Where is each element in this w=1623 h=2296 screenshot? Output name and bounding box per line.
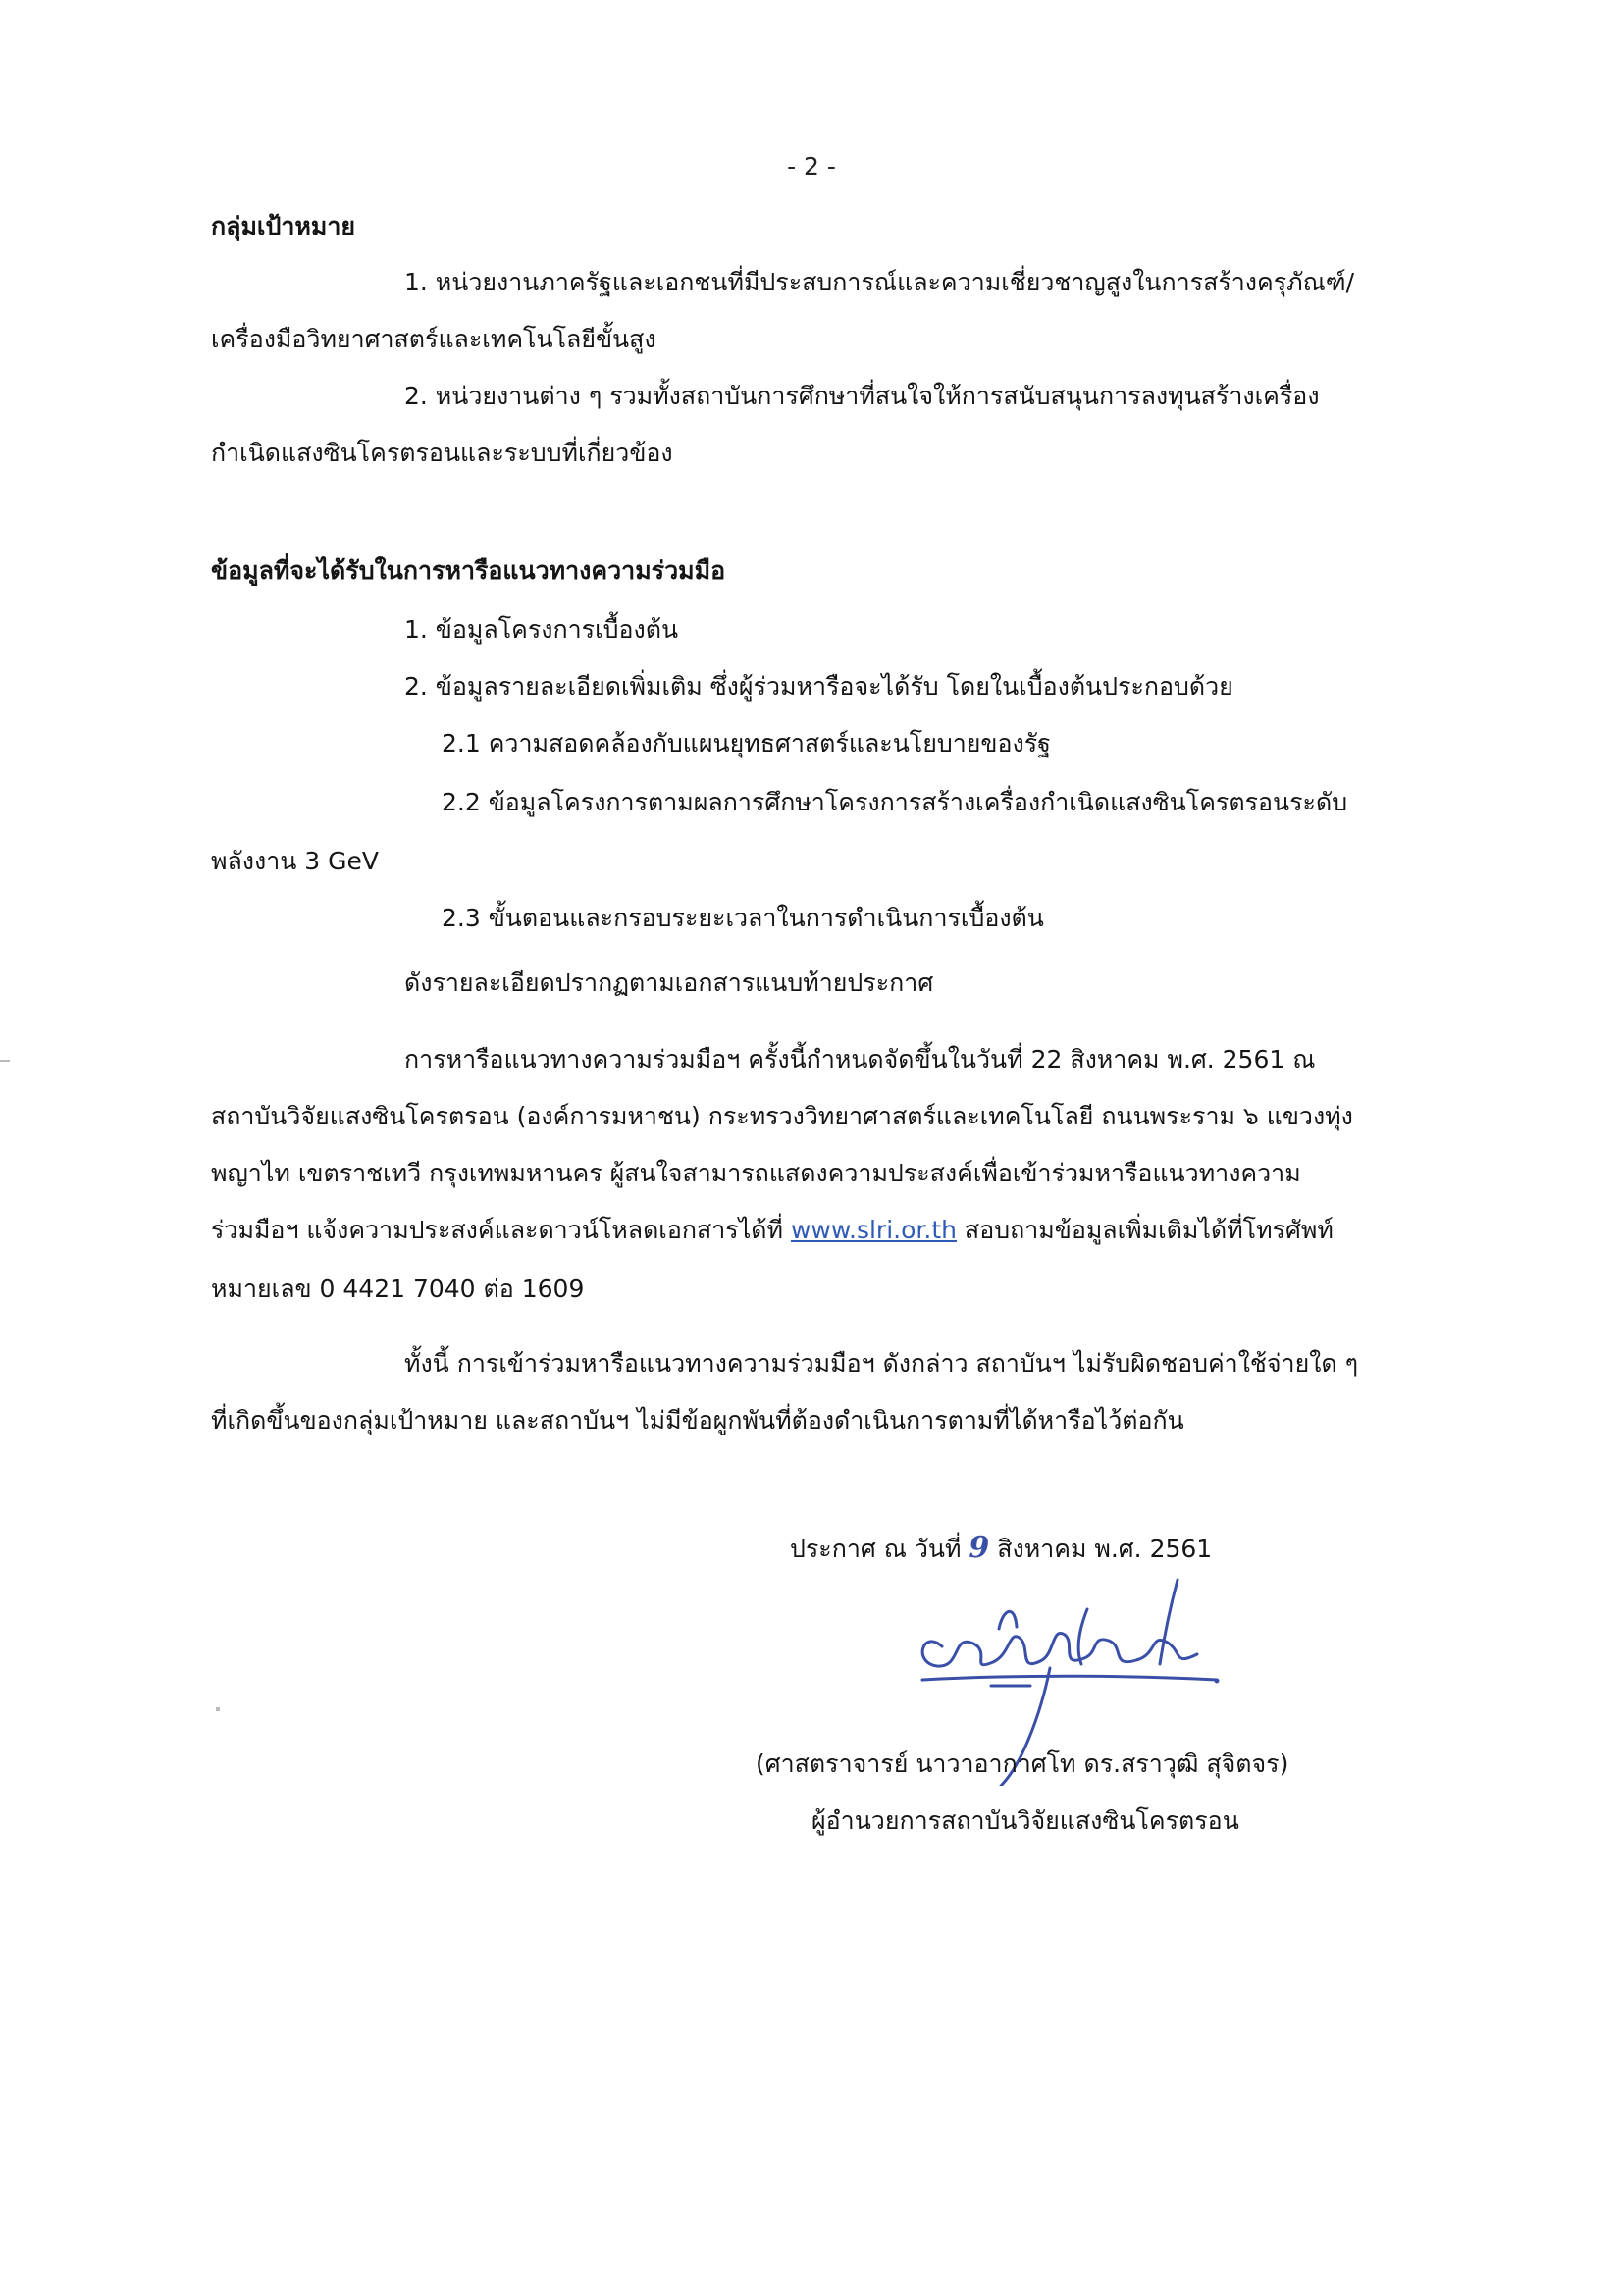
website-link[interactable]: www.slri.or.th [790, 1216, 957, 1244]
announcement-prefix: ประกาศ ณ วันที่ [790, 1535, 969, 1563]
page-number: - 2 - [787, 152, 836, 181]
info-sub-item-3: 2.3 ขั้นตอนและกรอบระยะเวลาในการดำเนินการเบื้องต้น [442, 904, 1044, 932]
target-item-1-line-2: เครื่องมือวิทยาศาสตร์และเทคโนโลยีขั้นสูง [211, 325, 656, 353]
disclaimer-line-1: ทั้งนี้ การเข้าร่วมหารือแนวทางความร่วมมือฯ ดังกล่าว สถาบันฯ ไม่รับผิดชอบค่าใช้จ่ายใด ๆ [404, 1349, 1359, 1378]
details-note: ดังรายละเอียดปรากฏตามเอกสารแนบท้ายประกาศ [404, 968, 934, 997]
target-group-heading: กลุ่มเป้าหมาย [211, 212, 356, 240]
info-sub-item-1: 2.1 ความสอดคล้องกับแผนยุทธศาสตร์และนโยบายของรัฐ [442, 729, 1051, 757]
info-item-1: 1. ข้อมูลโครงการเบื้องต้น [404, 615, 679, 644]
meeting-line-2: สถาบันวิจัยแสงซินโครตรอน (องค์การมหาชน) กระทรวงวิทยาศาสตร์และเทคโนโลยี ถนนพระราม ๖ แขวงทุ่ง [211, 1102, 1353, 1130]
target-item-2-line-1: 2. หน่วยงานต่าง ๆ รวมทั้งสถาบันการศึกษาที่สนใจให้การสนับสนุนการลงทุนสร้างเครื่อง [404, 382, 1320, 410]
target-item-1-line-1: 1. หน่วยงานภาครัฐและเอกชนที่มีประสบการณ์และความเชี่ยวชาญสูงในการสร้างครุภัณฑ์/ [404, 268, 1355, 296]
meeting-line-4-contact: สอบถามข้อมูลเพิ่มเติมได้ที่โทรศัพท์ [956, 1216, 1334, 1244]
announcement-date [790, 1531, 1212, 1567]
info-heading: ข้อมูลที่จะได้รับในการหารือแนวทางความร่วมมือ [211, 556, 726, 585]
announcement-suffix: สิงหาคม พ.ศ. 2561 [989, 1535, 1213, 1563]
info-sub-item-2-line-2: พลังงาน 3 GeV [211, 847, 379, 875]
meeting-line-5: หมายเลข 0 4421 7040 ต่อ 1609 [211, 1275, 585, 1303]
info-sub-item-2-line-1: 2.2 ข้อมูลโครงการตามผลการศึกษาโครงการสร้างเครื่องกำเนิดแสงซินโครตรอนระดับ [442, 788, 1348, 816]
margin-mark [0, 1060, 10, 1062]
handwritten-day: 9 [969, 1531, 990, 1565]
meeting-line-4 [211, 1213, 1334, 1248]
meeting-line-3: พญาไท เขตราชเทวี กรุงเทพมหานคร ผู้สนใจสามารถแสดงความประสงค์เพื่อเข้าร่วมหารือแนวทางความ [211, 1159, 1301, 1187]
meeting-line-1: การหารือแนวทางความร่วมมือฯ ครั้งนี้กำหนดจัดขึ้นในวันที่ 22 สิงหาคม พ.ศ. 2561 ณ [404, 1045, 1316, 1073]
target-item-2-line-2: กำเนิดแสงซินโครตรอนและระบบที่เกี่ยวข้อง [211, 439, 673, 467]
signatory-position: ผู้อำนวยการสถาบันวิจัยแสงซินโครตรอน [812, 1806, 1239, 1835]
info-item-2: 2. ข้อมูลรายละเอียดเพิ่มเติม ซึ่งผู้ร่วมหารือจะได้รับ โดยในเบื้องต้นประกอบด้วย [404, 672, 1233, 701]
signatory-name: (ศาสตราจารย์ นาวาอากาศโท ดร.สราวุฒิ สุจิตจร) [756, 1749, 1289, 1778]
disclaimer-line-2: ที่เกิดขึ้นของกลุ่มเป้าหมาย และสถาบันฯ ไม่มีข้อผูกพันที่ต้องดำเนินการตามที่ได้หารือไว้ต่อกัน [211, 1406, 1184, 1435]
scan-dot [216, 1707, 220, 1711]
meeting-line-4-text: ร่วมมือฯ แจ้งความประสงค์และดาวน์โหลดเอกสารได้ที่ [211, 1216, 791, 1244]
